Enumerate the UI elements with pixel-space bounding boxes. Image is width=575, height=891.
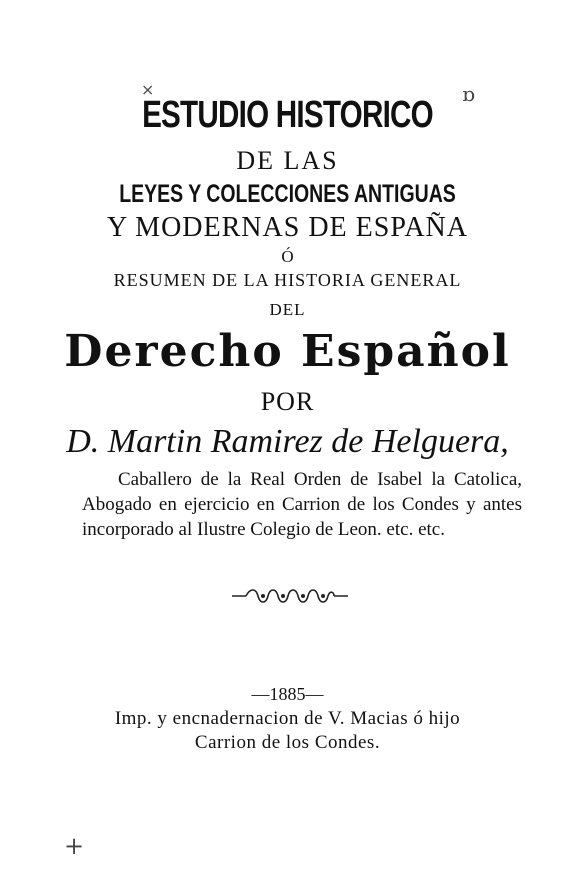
- title-line-del: DEL: [269, 300, 306, 319]
- imprint-printer: Imp. y encnadernacion de V. Macias ó hijo: [114, 708, 461, 729]
- decorative-ornament: [230, 584, 350, 608]
- author-name: D. Martin Ramirez de Helguera,: [66, 423, 509, 460]
- title-line-leyes: LEYES Y COLECCIONES ANTIGUAS: [119, 180, 456, 208]
- handwritten-mark-top-right: ɒ: [462, 82, 475, 106]
- title-line-o: Ó: [281, 247, 294, 266]
- title-line-estudio: ESTUDIO HISTORICO: [142, 94, 433, 136]
- imprint-place: Carrion de los Condes.: [194, 732, 381, 753]
- handwritten-mark-top-left: ×: [141, 80, 155, 99]
- title-line-de-las: DE LAS: [236, 146, 339, 175]
- title-line-derecho-espanol: Derecho Español: [64, 326, 511, 377]
- handwritten-mark-bottom-left: +: [64, 832, 85, 860]
- author-description: Caballero de la Real Orden de Isabel la Catolica, Abogado en ejercicio en Carrion de los Condes y antes incorporado al Ilustre Colegio de Leon. etc. etc.: [82, 469, 522, 540]
- author-por: POR: [260, 387, 315, 416]
- title-line-modernas: Y MODERNAS DE ESPAÑA: [107, 212, 468, 243]
- title-line-resumen: RESUMEN DE LA HISTORIA GENERAL: [113, 270, 462, 290]
- imprint-year: —1885—: [251, 684, 324, 704]
